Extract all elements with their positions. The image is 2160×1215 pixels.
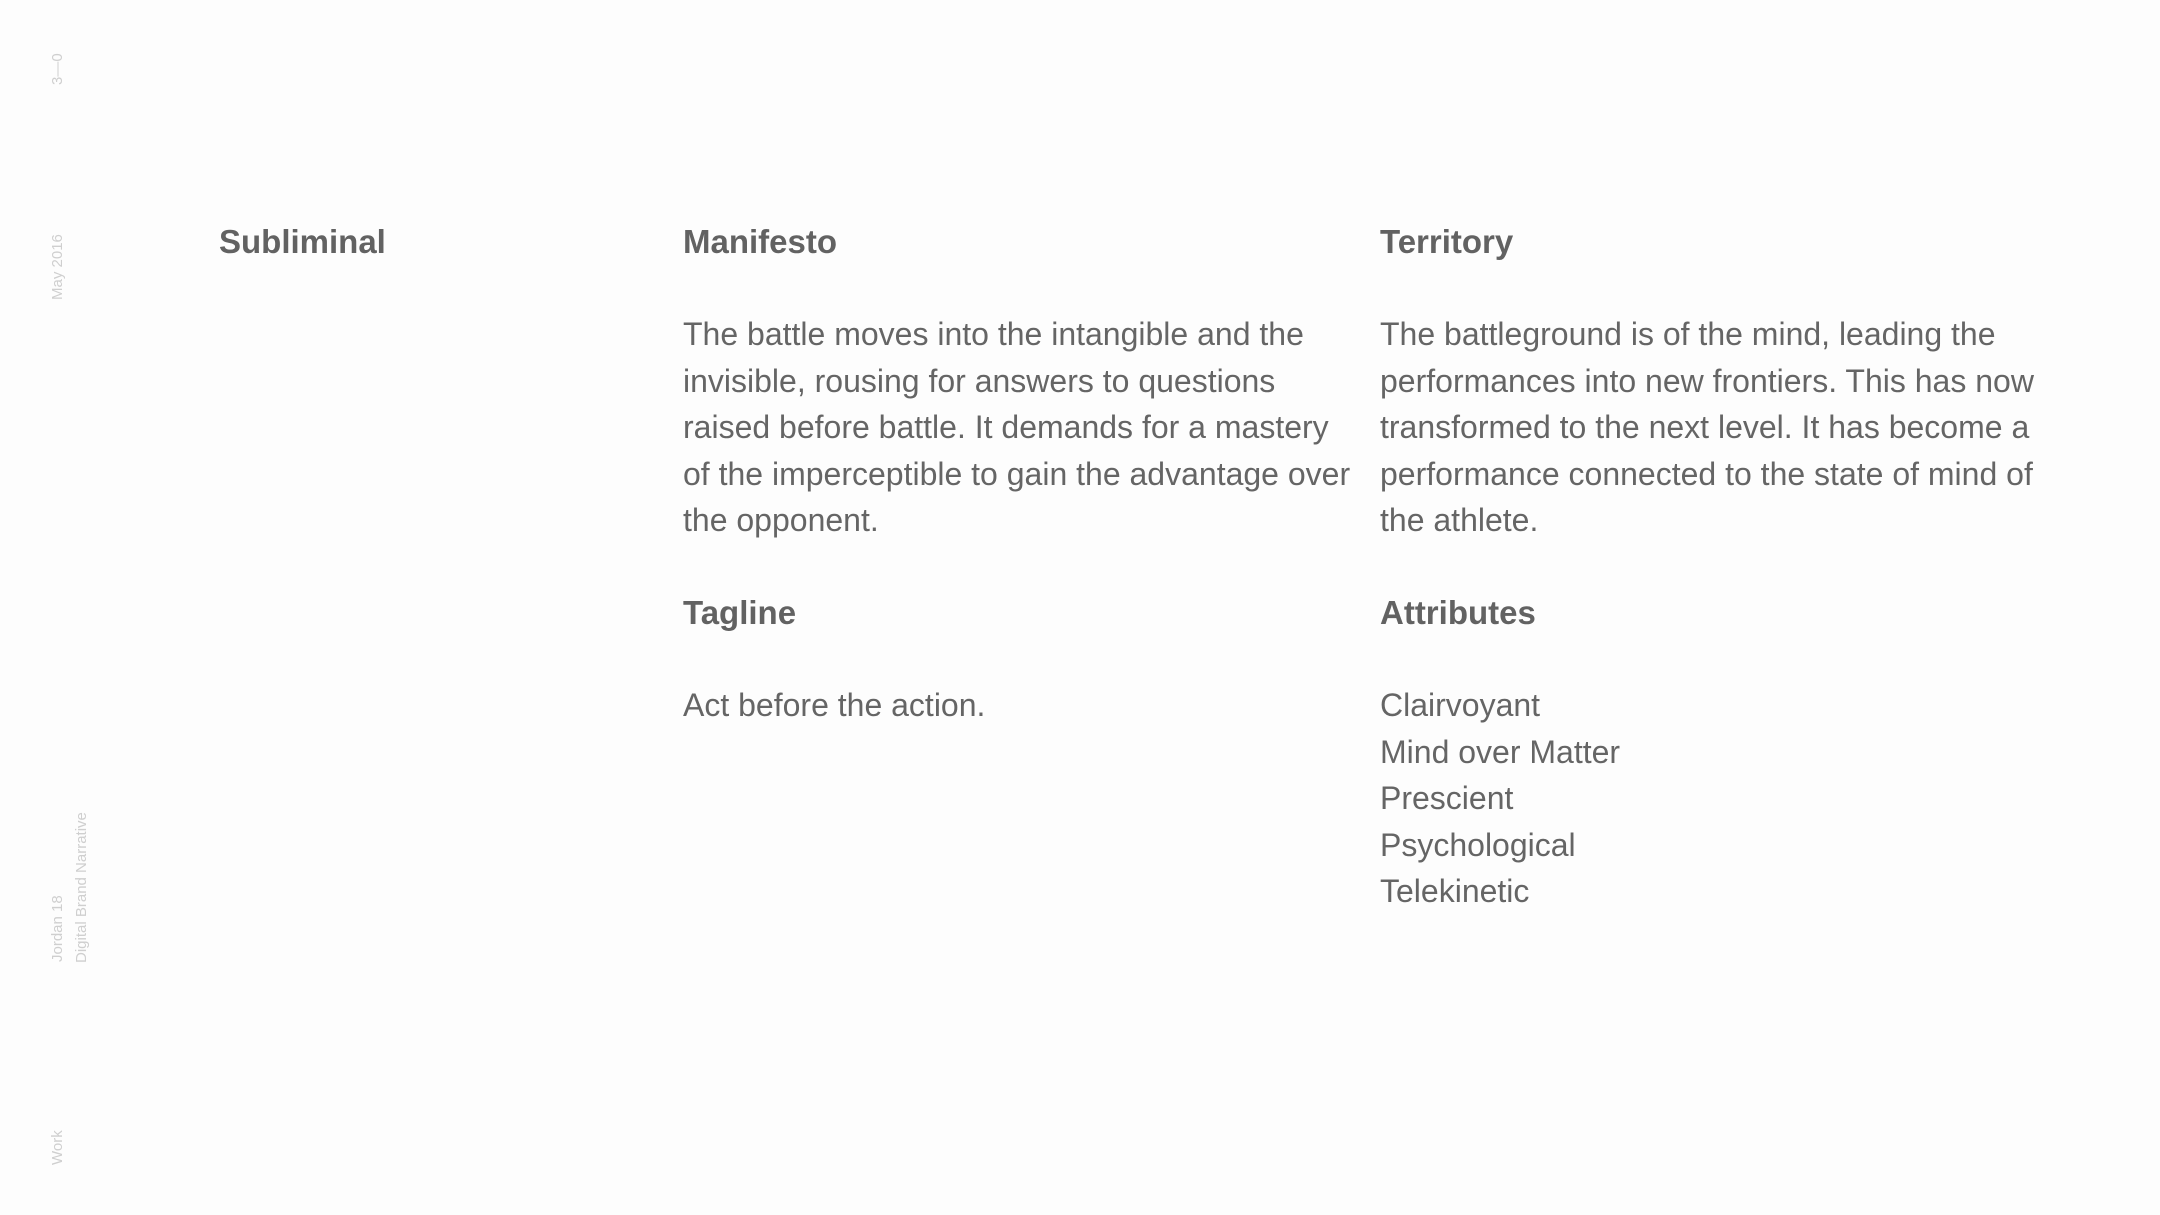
territory-text: The battleground is of the mind, leading the performances into new frontiers. This has now transformed to the next level. It has become a performance connected to the state of mind of the athlete. [1380,316,2034,538]
attribute-item: Psychological [1380,826,1576,863]
manifesto-text: The battle moves into the intangible and the invisible, rousing for answers to questions raised before battle. It demands for a mastery of the imperceptible to gain the advantage over the opponent. [683,316,1351,538]
attribute-item: Telekinetic [1380,873,1530,909]
territory-heading: Territory [1380,223,1514,260]
project-subtitle-label: Digital Brand Narrative [73,812,90,963]
section-label: Work [49,1130,66,1165]
attribute-item: Clairvoyant [1380,687,1541,723]
vertical-sidebar [0,0,120,1215]
attributes-list [1380,682,1620,915]
tagline-heading: Tagline [683,594,797,631]
attributes-heading: Attributes [1380,594,1536,631]
manifesto-heading: Manifesto [683,223,838,260]
concept-title: Subliminal [219,223,386,260]
project-label: Jordan 18 [49,895,66,962]
page-number: 3—0 [49,53,66,85]
attribute-item: Prescient [1380,780,1514,816]
tagline-text: Act before the action. [683,687,986,723]
attribute-item: Mind over Matter [1380,733,1621,770]
date-label: May 2016 [49,234,66,300]
